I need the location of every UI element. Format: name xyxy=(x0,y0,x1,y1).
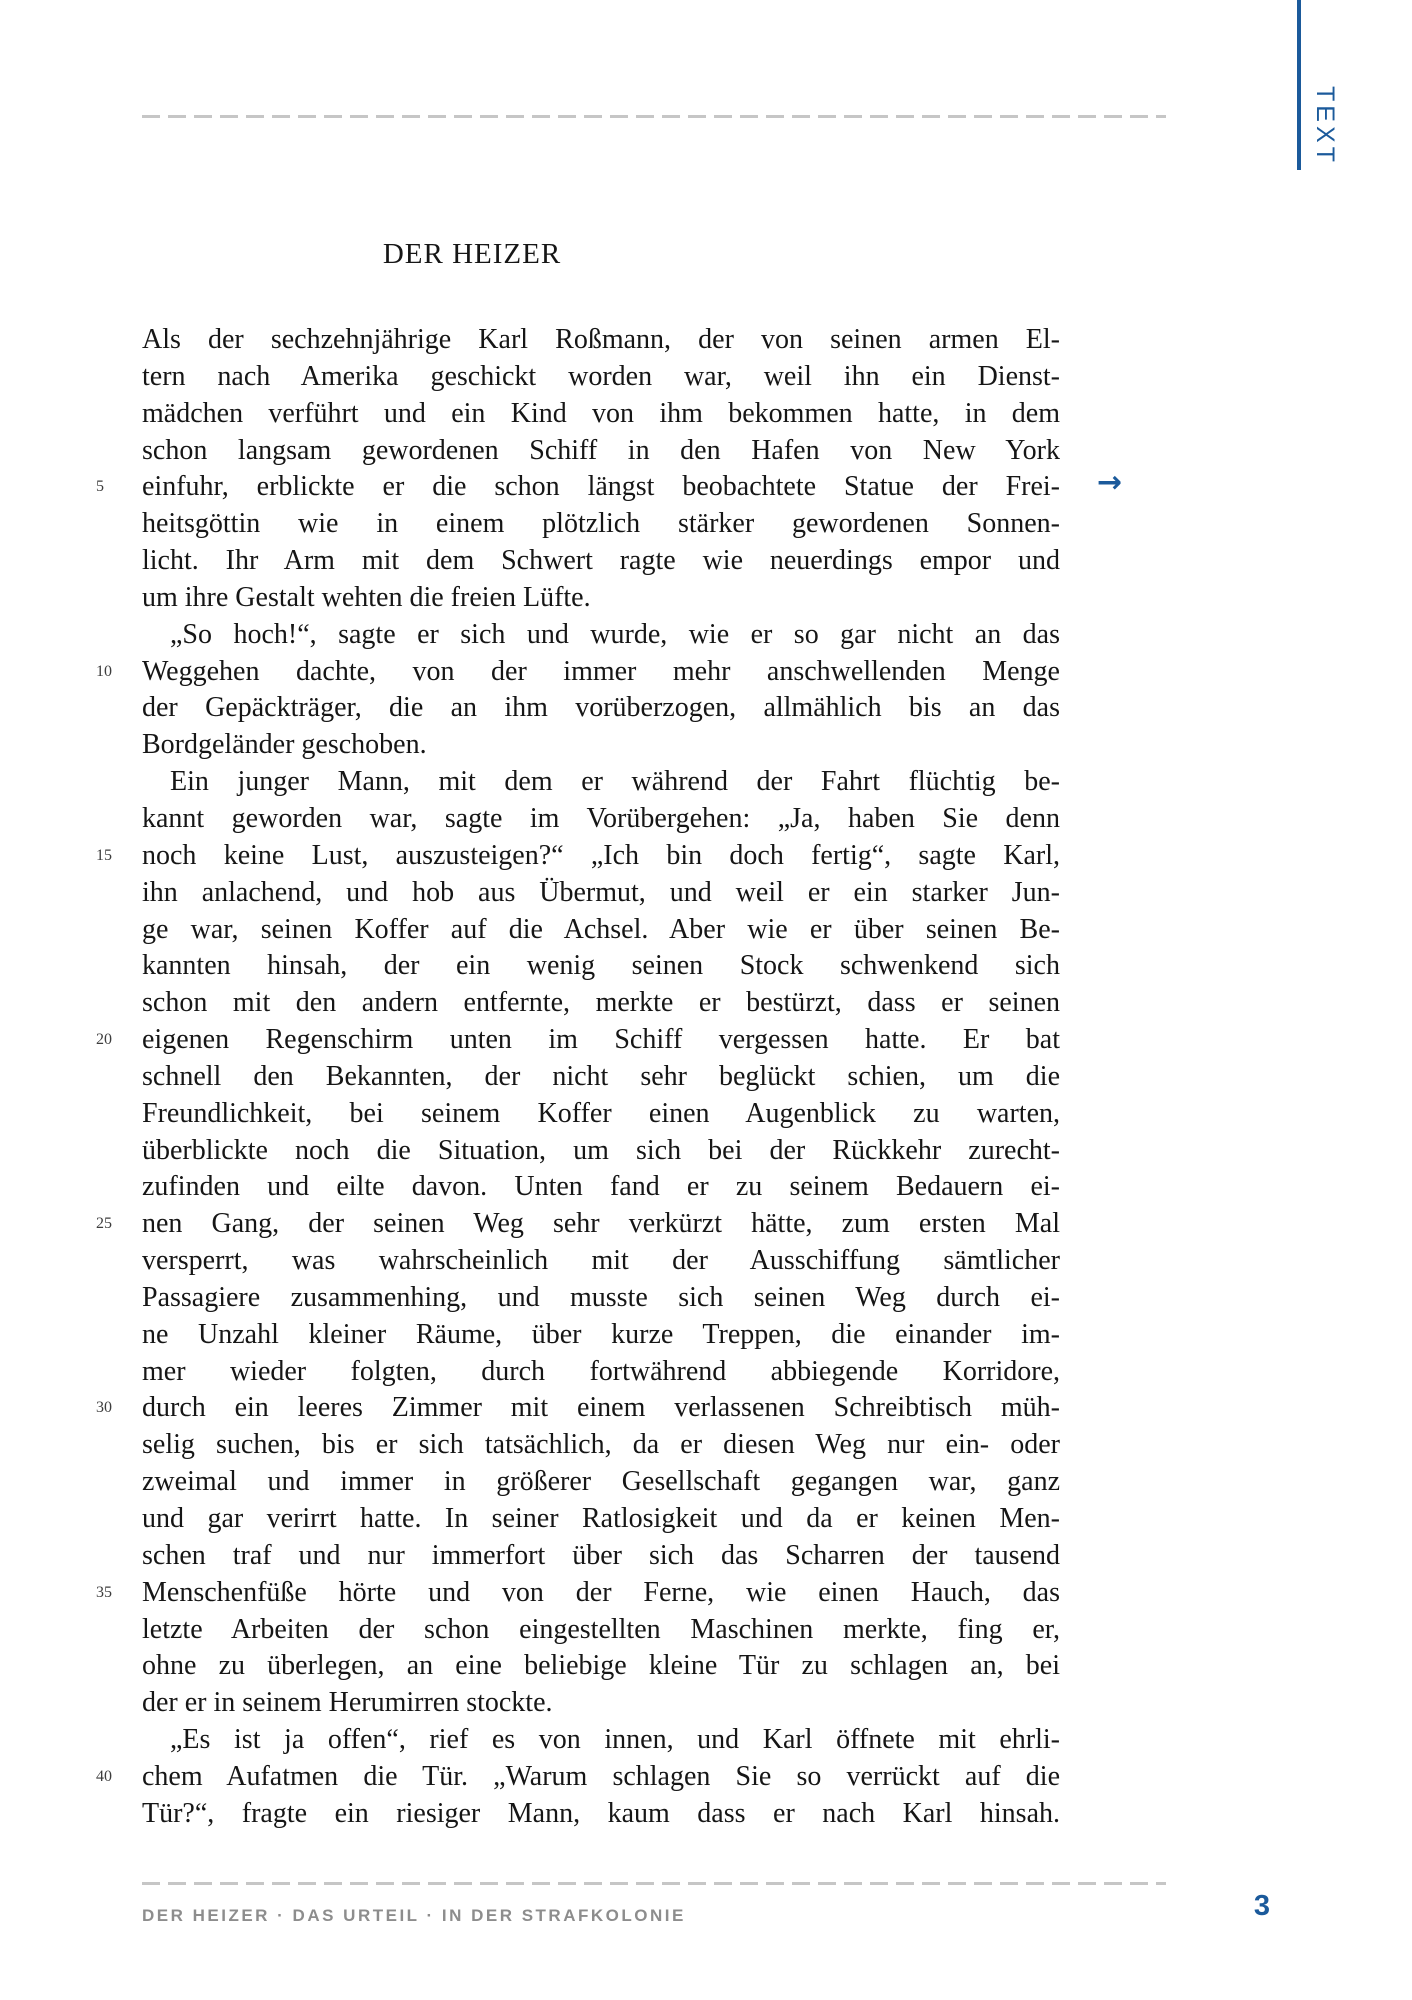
text-line: zweimal und immer in größerer Gesellschaft gegangen war, ganz xyxy=(142,1466,1060,1498)
text-line: 10 Weggehen dachte, von der immer mehr anschwellenden Menge xyxy=(142,654,1060,691)
text-line: mer wieder folgten, durch fortwährend abbiegende Korridore, xyxy=(142,1355,1060,1387)
text-line: tern nach Amerika geschickt worden war, weil ihn ein Dienst- xyxy=(142,360,1060,392)
text-line: und gar verirrt hatte. In seiner Ratlosigkeit und da er keinen Men- xyxy=(142,1503,1060,1534)
text-line: 25 nen Gang, der seinen Weg sehr verkürzt hätte, zum ersten Mal xyxy=(142,1206,1060,1243)
line-number: 25 xyxy=(96,1215,112,1233)
text-line: 40 chem Aufatmen die Tür. „Warum schlagen Sie so verrückt auf die xyxy=(142,1759,1060,1796)
line-number: 40 xyxy=(96,1767,112,1785)
text-line: schen traf und nur immerfort über sich das Scharren der tausend xyxy=(142,1539,1060,1571)
text-line: heitsgöttin wie in einem plötzlich stärker gewordenen Sonnen- xyxy=(142,508,1060,540)
text-line: 30 durch ein leeres Zimmer mit einem verlassenen Schreibtisch müh- xyxy=(142,1390,1060,1427)
text-line: „Es ist ja offen“, rief es von innen, und Karl öffnete mit ehrli- xyxy=(170,1724,1060,1756)
text-line: Als der sechzehnjährige Karl Roßmann, der von seinen armen El- xyxy=(142,324,1060,355)
line-number: 10 xyxy=(96,662,112,680)
text-line: 20 eigenen Regenschirm unten im Schiff vergessen hatte. Er bat xyxy=(142,1022,1060,1059)
line-number: 30 xyxy=(96,1399,112,1417)
text-line: kannten hinsah, der ein wenig seinen Stock schwenkend sich xyxy=(142,950,1060,982)
text-line: Ein junger Mann, mit dem er während der Fahrt flüchtig be- xyxy=(170,766,1060,798)
text-line: 35 Menschenfüße hörte und von der Ferne, wie einen Hauch, das xyxy=(142,1575,1060,1612)
text-line: schnell den Bekannten, der nicht sehr beglückt schien, um die xyxy=(142,1060,1060,1092)
text-line: schon mit den andern entfernte, merkte er bestürzt, dass er seinen xyxy=(142,987,1060,1019)
text-line: versperrt, was wahrscheinlich mit der Ausschiffung sämtlicher xyxy=(142,1245,1060,1277)
text-line: ne Unzahl kleiner Räume, über kurze Treppen, die einander im- xyxy=(142,1318,1060,1350)
section-marker-bar xyxy=(1297,0,1301,170)
text-block xyxy=(96,322,1060,1833)
text-line: Freundlichkeit, bei seinem Koffer einen Augenblick zu warten, xyxy=(142,1097,1060,1129)
text-line: ihn anlachend, und hob aus Übermut, und weil er ein starker Jun- xyxy=(142,876,1060,908)
text-line: Bordgeländer geschoben. xyxy=(142,729,427,761)
text-line: Passagiere zusammenhing, und musste sich seinen Weg durch ei- xyxy=(142,1281,1060,1313)
text-line: der Gepäckträger, die an ihm vorüberzogen, allmählich bis an das xyxy=(142,692,1060,724)
text-line: Tür?“, fragte ein riesiger Mann, kaum dass er nach Karl hinsah. xyxy=(142,1797,1060,1829)
section-label: TEXT xyxy=(1311,86,1339,166)
text-line: ohne zu überlegen, an eine beliebige kleine Tür zu schlagen an, bei xyxy=(142,1650,1060,1682)
line-number: 15 xyxy=(96,846,112,864)
text-line: selig suchen, bis er sich tatsächlich, da er diesen Weg nur ein- oder xyxy=(142,1429,1060,1461)
page-number: 3 xyxy=(1253,1890,1270,1922)
text-line: mädchen verführt und ein Kind von ihm bekommen hatte, in dem xyxy=(142,397,1060,429)
text-line: der er in seinem Herumirren stockte. xyxy=(142,1687,553,1719)
text-line: licht. Ihr Arm mit dem Schwert ragte wie neuerdings empor und xyxy=(142,545,1060,577)
line-number: 5 xyxy=(96,478,104,496)
text-line: um ihre Gestalt wehten die freien Lüfte. xyxy=(142,581,591,613)
footer-running-title: DER HEIZER · DAS URTEIL · IN DER STRAFKOLONIE xyxy=(142,1906,686,1925)
chapter-title: DER HEIZER xyxy=(382,238,562,270)
line-number: 20 xyxy=(96,1031,112,1049)
text-line: 5 einfuhr, erblickte er die schon längst beobachtete Statue der Frei- xyxy=(142,469,1060,506)
line-number: 35 xyxy=(96,1583,112,1601)
text-line: ge war, seinen Koffer auf die Achsel. Aber wie er über seinen Be- xyxy=(142,913,1060,945)
text-line: überblickte noch die Situation, um sich bei der Rückkehr zurecht- xyxy=(142,1134,1060,1166)
bottom-divider xyxy=(142,1882,1166,1885)
text-line: kannt geworden war, sagte im Vorübergehen: „Ja, haben Sie denn xyxy=(142,802,1060,834)
text-line: „So hoch!“, sagte er sich und wurde, wie er so gar nicht an das xyxy=(170,618,1060,650)
continuation-arrow-icon: → xyxy=(1097,465,1123,500)
text-line: schon langsam gewordenen Schiff in den Hafen von New York xyxy=(142,434,1060,466)
text-line: zufinden und eilte davon. Unten fand er zu seinem Bedauern ei- xyxy=(142,1171,1060,1203)
top-divider xyxy=(142,115,1166,118)
text-line: letzte Arbeiten der schon eingestellten Maschinen merkte, fing er, xyxy=(142,1613,1060,1645)
text-line: 15 noch keine Lust, auszusteigen?“ „Ich bin doch fertig“, sagte Karl, xyxy=(142,838,1060,875)
